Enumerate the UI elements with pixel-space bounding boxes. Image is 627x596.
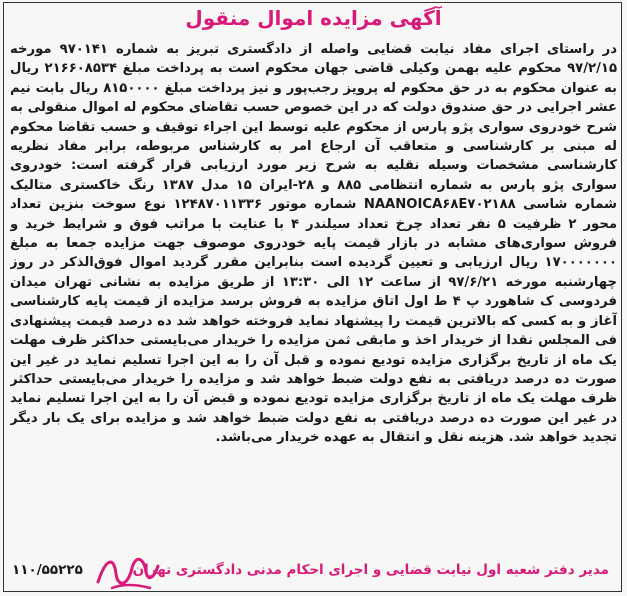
- reference-code: ۱۱۰/۵۵۲۲۵: [12, 562, 83, 578]
- notice-title: آگهی مزایده اموال منقول: [185, 6, 442, 30]
- notice-body: در راستای اجرای مفاد نیابت قضایی واصله از دادگستری تبریز به شماره ۹۷۰۱۴۱ مورخه ۹۷/۲/۱۵ محکوم علیه بهمن وکیلی قاضی جهان محکوم است به پرداخت مبلغ ۲۱۶۶۰۸۵۳۴ ریال به عنوان محکوم به در حق محکوم له پرویز رجب‌پور و نیز پرداخت مبلغ ۸۱۵۰۰۰۰ ریال بابت نیم عشر اجرایی در حق صندوق دولت که در این خصوص حسب تقاضای محکوم له اموال منقولی به شرح خودروی سواری پژو پارس از محکوم علیه توسط این اجراء توقیف و حسب تقاضا محکوم له مبنی بر کارشناسی و متعاقب آن ارجاع امر به کارشناس مربوطه، برابر مفاد نظریه کارشناسی مشخصات وسیله نقلیه به شرح زیر مورد ارزیابی قرار گرفته است: خودروی سواری پژو پارس به شماره انتظامی ۸۸۵ و ۲۸-ایران ۱۵ مدل ۱۳۸۷ رنگ خاکستری متالیک شماره شاسی NAANOICA۶۸E۷۰۲۱۸۸ شماره موتور ۱۲۴۸۷۰۱۱۳۳۶ نوع سوخت بنزین تعداد محور ۲ ظرفیت ۵ نفر تعداد چرخ تعداد سیلندر ۴ با عنایت با مراتب فوق و شرایط خرید و فروش سواری‌های مشابه در بازار قیمت پایه خودروی موصوف جهت مزایده جمعا به مبلغ ۱۷۰۰۰۰۰۰۰ ریال ارزیابی و تعیین گردیده است بنابراین مقرر گردید اموال فوق‌الذکر در روز چهارشنبه مورخه ۹۷/۶/۲۱ از ساعت ۱۲ الی ۱۳:۳۰ از طریق مزایده به نشانی تهران میدان فردوسی ک شاهورد پ ۴ ط اول اتاق مزایده به فروش برسد مزایده از قیمت پایه کارشناسی آغاز و به کسی که بالاترین قیمت را پیشنهاد نماید فروخته خواهد شد ده درصد قیمت پیشنهادی فی المجلس نقدا از خریدار اخذ و مابقی ثمن مزایده را خریدار می‌بایستی حداکثر ظرف مهلت یک ماه از تاریخ برگزاری مزایده تودیع نموده و قبل آن را به این اجرا تسلیم نماید در غیر این صورت ده درصد دریافتی به نفع دولت ضبط خواهد شد و مزایده را خریدار می‌بایستی حداکثر ظرف مهلت یک ماه از تاریخ برگزاری مزایده تودیع نموده و قبض آن را به این اجرا تسلیم نماید در غیر این صورت ده درصد دریافتی به نفع دولت ضبط خواهد شد و مزایده برای یک بار دیگر تجدید خواهد شد. هزینه نقل و انتقال به عهده خریدار می‌باشد.: [10, 42, 617, 446]
- signer-title: مدیر دفتر شعبه اول نیابت قضایی و اجرای احکام مدنی دادگستری تهران: [132, 562, 609, 578]
